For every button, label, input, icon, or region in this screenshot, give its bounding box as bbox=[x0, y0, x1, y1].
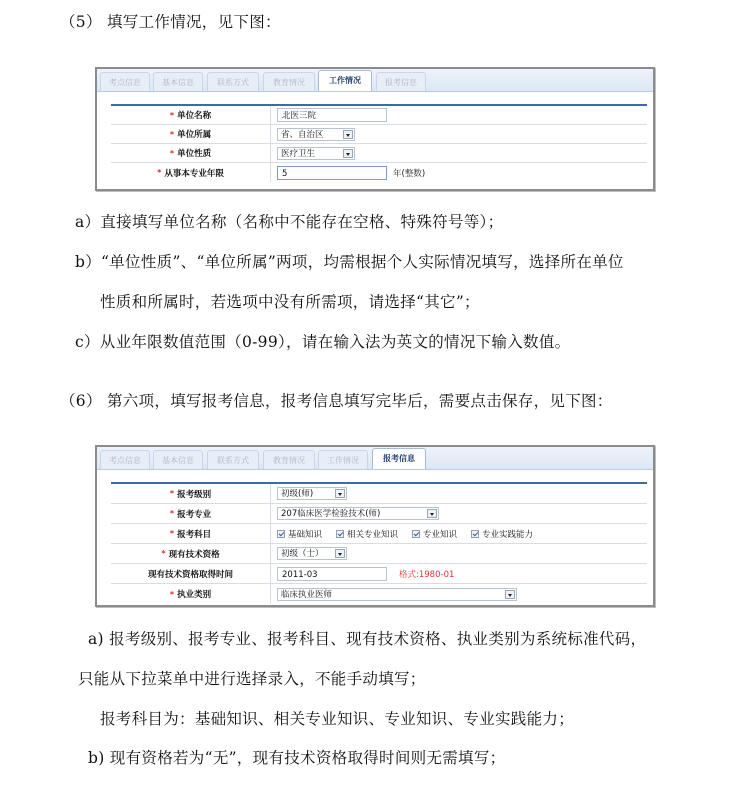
tab-application[interactable]: 报考信息 bbox=[372, 448, 426, 469]
tab-exam-site[interactable]: 考点信息 bbox=[100, 72, 150, 91]
note-6a-line2: 只能从下拉菜单中进行选择录入，不能手动填写； bbox=[78, 670, 426, 688]
exam-level-select[interactable] bbox=[277, 487, 347, 500]
note-6a-line3: 报考科目为：基础知识、相关专业知识、专业知识、专业实践能力； bbox=[100, 710, 575, 728]
tab-education[interactable]: 教育情况 bbox=[263, 72, 315, 91]
tab-bar bbox=[97, 69, 653, 92]
note-5b-line2: 性质和所属时，若选项中没有所需项，请选择“其它”； bbox=[100, 293, 480, 311]
unit-affiliation-value: 省、自治区 bbox=[281, 129, 324, 140]
unit-nature-value: 医疗卫生 bbox=[281, 148, 316, 159]
chevron-down-icon[interactable] bbox=[427, 509, 437, 518]
checkbox-checked-icon[interactable] bbox=[471, 530, 479, 538]
required-mark: * bbox=[169, 129, 175, 139]
required-mark: * bbox=[169, 589, 175, 599]
chevron-down-icon[interactable] bbox=[343, 149, 353, 158]
required-mark: * bbox=[169, 489, 175, 498]
unit-name-input[interactable]: 北医三院 bbox=[277, 108, 387, 122]
unit-nature-select[interactable] bbox=[277, 147, 355, 160]
work-info-table bbox=[111, 104, 647, 182]
section-5-heading: （5） 填写工作情况，见下图： bbox=[60, 13, 281, 31]
subject-checkbox-professional[interactable]: 专业知识 bbox=[412, 528, 457, 540]
application-info-form-screenshot bbox=[95, 445, 655, 607]
tab-contact[interactable]: 联系方式 bbox=[207, 72, 259, 91]
exam-specialty-select[interactable] bbox=[277, 507, 439, 520]
unit-name-label: 单位名称 bbox=[177, 111, 212, 121]
tab-work[interactable]: 工作情况 bbox=[318, 450, 368, 469]
qualification-date-input[interactable]: 2011-03 bbox=[277, 567, 387, 581]
date-format-hint: 格式:1980-01 bbox=[399, 569, 455, 580]
chevron-down-icon[interactable] bbox=[335, 489, 345, 498]
form-row-exam-level bbox=[111, 484, 647, 504]
form-row-years bbox=[111, 163, 647, 182]
tab-contact[interactable]: 联系方式 bbox=[207, 450, 259, 469]
tab-exam-site[interactable]: 考点信息 bbox=[100, 450, 150, 469]
exam-specialty-value: 207临床医学检验技术(师) bbox=[281, 509, 381, 519]
checkbox-checked-icon[interactable] bbox=[336, 530, 344, 538]
subject-checkbox-practice[interactable]: 专业实践能力 bbox=[471, 528, 533, 540]
required-mark: * bbox=[169, 110, 175, 120]
unit-affiliation-select[interactable] bbox=[277, 128, 355, 141]
chevron-down-icon[interactable] bbox=[343, 130, 353, 139]
required-mark: * bbox=[161, 549, 166, 558]
work-info-form-screenshot bbox=[95, 67, 655, 191]
checkbox-checked-icon[interactable] bbox=[412, 530, 420, 538]
required-mark: * bbox=[169, 509, 175, 518]
unit-affiliation-label: 单位所属 bbox=[177, 130, 212, 140]
qualification-date-label: 现有技术资格取得时间 bbox=[147, 569, 233, 580]
tab-education[interactable]: 教育情况 bbox=[263, 450, 315, 469]
current-qualification-label: 现有技术资格 bbox=[168, 549, 220, 560]
required-mark: * bbox=[169, 148, 175, 158]
current-qualification-value: 初级（士） bbox=[281, 549, 324, 559]
note-6b: b) 现有资格若为“无”，现有技术资格取得时间则无需填写； bbox=[88, 749, 506, 767]
form-row-practice-category bbox=[111, 584, 647, 604]
required-mark: * bbox=[157, 168, 162, 177]
required-mark: * bbox=[169, 529, 175, 538]
years-label: 从事本专业年限 bbox=[164, 168, 224, 179]
note-5a: a）直接填写单位名称（名称中不能存在空格、特殊符号等）； bbox=[75, 213, 504, 231]
current-qualification-select[interactable] bbox=[277, 547, 347, 560]
chevron-down-icon[interactable] bbox=[505, 590, 515, 599]
note-6a-line1: a) 报考级别、报考专业、报考科目、现有技术资格、执业类别为系统标准代码， bbox=[88, 630, 647, 648]
note-5c: c）从业年限数值范围（0-99），请在输入法为英文的情况下输入数值。 bbox=[75, 333, 571, 351]
tab-application[interactable]: 报考信息 bbox=[376, 72, 426, 91]
checkbox-checked-icon[interactable] bbox=[277, 530, 285, 538]
tab-basic-info[interactable]: 基本信息 bbox=[153, 450, 203, 469]
section-6-heading: （6） 第六项，填写报考信息，报考信息填写完毕后，需要点击保存，见下图： bbox=[60, 392, 613, 410]
exam-specialty-label: 报考专业 bbox=[177, 509, 212, 520]
form-row-unit-nature bbox=[111, 144, 647, 163]
exam-level-value: 初级(师) bbox=[281, 489, 314, 499]
tab-bar bbox=[97, 447, 653, 470]
form-row-unit-affiliation bbox=[111, 125, 647, 144]
practice-category-value: 临床执业医师 bbox=[281, 589, 333, 600]
application-info-table bbox=[111, 482, 647, 604]
unit-nature-label: 单位性质 bbox=[177, 149, 212, 159]
exam-level-label: 报考级别 bbox=[177, 489, 212, 500]
form-row-qualification-date bbox=[111, 564, 647, 584]
form-row-unit-name bbox=[111, 106, 647, 125]
practice-category-select[interactable] bbox=[277, 588, 517, 601]
exam-subjects-label: 报考科目 bbox=[177, 529, 212, 540]
note-5b-line1: b）“单位性质”、“单位所属”两项，均需根据个人实际情况填写，选择所在单位 bbox=[75, 253, 624, 271]
form-row-current-qualification bbox=[111, 544, 647, 564]
subject-checkbox-related[interactable]: 相关专业知识 bbox=[336, 528, 398, 540]
years-suffix: 年(整数) bbox=[393, 168, 426, 179]
subject-checkbox-basic[interactable]: 基础知识 bbox=[277, 528, 322, 540]
chevron-down-icon[interactable] bbox=[335, 549, 345, 558]
practice-category-label: 执业类别 bbox=[177, 590, 212, 600]
years-input[interactable]: 5 bbox=[277, 166, 387, 180]
form-row-exam-subjects bbox=[111, 524, 647, 544]
form-row-exam-specialty bbox=[111, 504, 647, 524]
tab-work[interactable]: 工作情况 bbox=[318, 70, 372, 91]
tab-basic-info[interactable]: 基本信息 bbox=[153, 72, 203, 91]
